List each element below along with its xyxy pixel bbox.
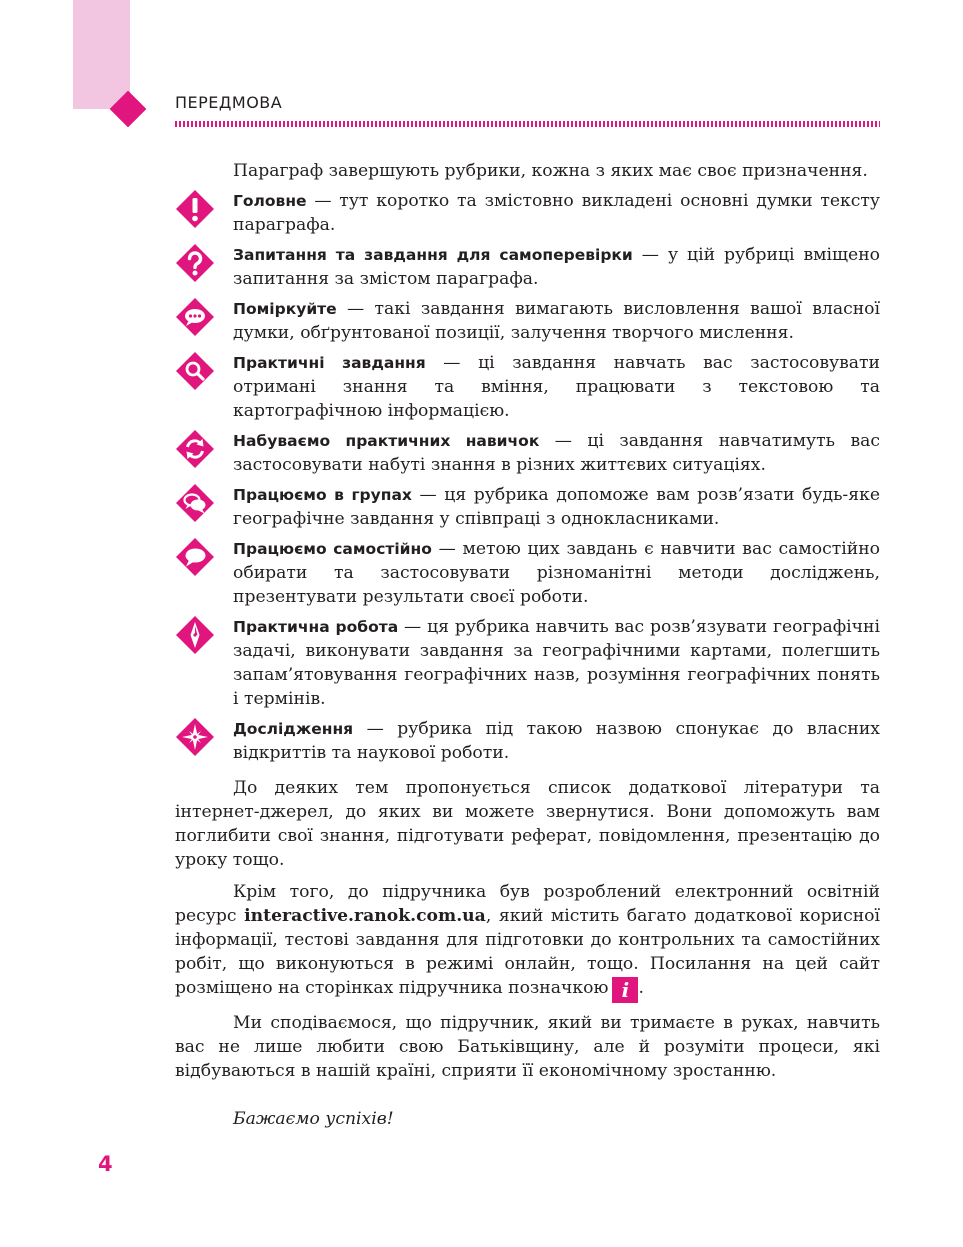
- rubric-item: [175, 717, 880, 765]
- info-badge-icon: i: [612, 977, 638, 1003]
- page-number: 4: [98, 1152, 113, 1176]
- rubric-text: — метою цих завдань є навчити вас самостійно обирати та застосовувати різноманітні методи досліджень, презентувати результати своєї роботи.: [233, 539, 881, 607]
- speech-dots-icon: [175, 297, 215, 337]
- resource-text-end: .: [638, 978, 644, 998]
- speech-bubble-icon: [175, 537, 215, 577]
- compass-needle-icon: [175, 615, 215, 655]
- rubric-name: Поміркуйте: [233, 300, 337, 318]
- group-chat-icon: [175, 483, 215, 523]
- rubric-name: Головне: [233, 192, 307, 210]
- rubric-name: Працюємо в групах: [233, 486, 412, 504]
- rubric-name: Дослідження: [233, 720, 354, 738]
- question-icon: [175, 243, 215, 283]
- page-content: [175, 159, 880, 1131]
- dotted-divider: [175, 121, 880, 127]
- rubric-text: — у цій рубриці вміщено запитання за змістом параграфа.: [233, 245, 880, 289]
- rubric-item: [175, 429, 880, 477]
- rubric-name: Працюємо самостійно: [233, 540, 432, 558]
- rubric-item: [175, 297, 880, 345]
- rubric-item: [175, 351, 880, 423]
- corner-accent-block: [73, 0, 130, 109]
- rubric-item: [175, 243, 880, 291]
- resource-text-middle: , який містить багато додаткової корисної інформації, тестові завдання для підготовки до контрольних та самостійних робіт, що виконуються в режимі онлайн, тощо. Посилання на цей сайт розміщено на сторінках підручника позначкою: [175, 906, 880, 998]
- rubric-text: — тут коротко та змістовно викладені основні думки тексту параграфа.: [233, 191, 880, 235]
- compass-rose-icon: [175, 717, 215, 757]
- rubric-text: — ці завдання навчатимуть вас застосовувати набуті знання в різних життєвих ситуаціях.: [233, 431, 880, 475]
- hope-paragraph: Ми сподіваємося, що підручник, який ви тримаєте в руках, навчить вас не лише любити свою Батьківщину, але й розуміти процеси, які відбуваються в нашій країні, сприяти її економічному зростанню.: [175, 1013, 880, 1081]
- resource-site-link[interactable]: interactive.ranok.com.ua: [244, 906, 486, 926]
- resource-text-start: Крім того, до підручника був розроблений електронний освітній ресурс: [175, 882, 880, 926]
- rubric-list: [175, 189, 880, 765]
- exclamation-icon: [175, 189, 215, 229]
- closing-wish: Бажаємо успіхів!: [233, 1109, 394, 1129]
- rubric-name: Практична робота: [233, 618, 399, 636]
- rubric-text: — ця рубрика навчить вас розв’язувати географічні задачі, виконувати завдання за географічними картами, полегшить запам’ятовування географічних назв, розуміння географічних понять і термінів.: [233, 617, 880, 709]
- section-title: ПЕРЕДМОВА: [175, 93, 283, 112]
- rubric-text: — такі завдання вимагають висловлення вашої власної думки, обґрунтованої позиції, залучення творчого мислення.: [233, 299, 880, 343]
- magnifier-icon: [175, 351, 215, 391]
- intro-paragraph: Параграф завершують рубрики, кожна з яких має своє призначення.: [233, 161, 868, 181]
- rubric-name: Запитання та завдання для самоперевірки: [233, 246, 633, 264]
- rubric-name: Практичні завдання: [233, 354, 426, 372]
- rubric-text: — ця рубрика допоможе вам розв’язати будь-яке географічне завдання у співпраці з однокласниками.: [233, 485, 880, 529]
- rubric-item: [175, 189, 880, 237]
- rubric-text: — ці завдання навчать вас застосовувати отримані знання та вміння, працювати з текстовою та картографічною інформацією.: [233, 353, 880, 421]
- literature-paragraph: До деяких тем пропонується список додаткової літератури та інтернет-джерел, до яких ви можете звернутися. Вони допоможуть вам поглибити свої знання, підготувати реферат, повідомлення, презентацію до уроку тощо.: [175, 778, 880, 870]
- resource-paragraph: [175, 880, 880, 1003]
- rubric-item: [175, 537, 880, 609]
- rubric-item: [175, 615, 880, 711]
- rubric-item: [175, 483, 880, 531]
- refresh-icon: [175, 429, 215, 469]
- rubric-text: — рубрика під такою назвою спонукає до власних відкриттів та наукової роботи.: [233, 719, 880, 763]
- rubric-name: Набуваємо практичних навичок: [233, 432, 540, 450]
